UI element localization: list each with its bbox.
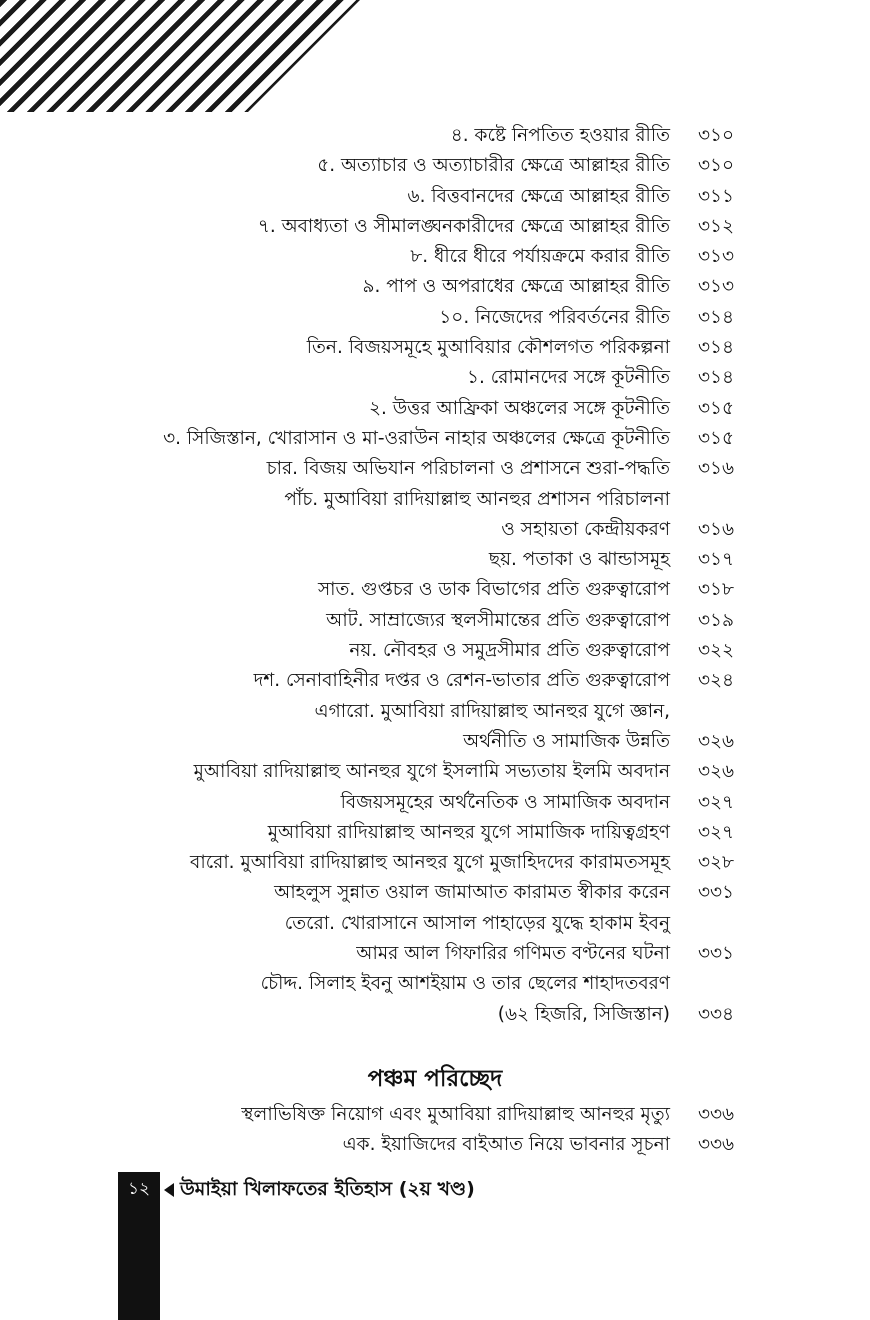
toc-entry-page: ৩১৪	[698, 306, 735, 328]
toc-entry-title: ৫. অত্যাচার ও অত্যাচারীর ক্ষেত্রে আল্লাহর রীতি	[317, 155, 670, 177]
table-of-contents-chapter-5	[0, 1100, 870, 1161]
toc-entry-page: ৩১৫	[698, 397, 735, 419]
toc-entry-page: ৩২৭	[698, 821, 735, 843]
toc-entry-page: ৩১৬	[698, 518, 735, 540]
toc-entry-page: ৩১৮	[698, 579, 735, 601]
toc-entry	[0, 1000, 870, 1030]
toc-entry-title: বিজয়সমূহের অর্থনৈতিক ও সামাজিক অবদান	[340, 791, 670, 813]
toc-entry-page: ৩১৫	[698, 427, 735, 449]
toc-entry-page: ৩১৯	[698, 609, 735, 631]
toc-entry	[0, 818, 870, 848]
toc-entry	[0, 454, 870, 484]
toc-entry	[0, 636, 870, 666]
toc-entry-title: এগারো. মুআবিয়া রাদিয়াল্লাহু আনহুর যুগে জ্ঞান,	[314, 700, 670, 722]
toc-entry-page: ৩২৬	[698, 730, 735, 752]
toc-entry-page: ৩১০	[698, 155, 735, 177]
toc-entry	[0, 697, 870, 727]
toc-entry	[0, 666, 870, 696]
toc-entry	[0, 394, 870, 424]
table-of-contents	[0, 121, 870, 1030]
toc-entry-title: ২. উত্তর আফ্রিকা অঞ্চলের সঙ্গে কূটনীতি	[368, 397, 670, 419]
toc-entry	[0, 848, 870, 878]
toc-entry-title: স্থলাভিষিক্ত নিয়োগ এবং মুআবিয়া রাদিয়াল্লাহু আনহুর মৃত্যু	[241, 1104, 670, 1125]
toc-entry-title: দশ. সেনাবাহিনীর দপ্তর ও রেশন-ভাতার প্রতি গুরুত্বারোপ	[253, 670, 670, 692]
toc-entry-title: ৬. বিত্তবানদের ক্ষেত্রে আল্লাহর রীতি	[407, 185, 670, 207]
toc-entry	[0, 151, 870, 181]
toc-entry-title: আমর আল গিফারির গণিমত বণ্টনের ঘটনা	[356, 943, 670, 965]
toc-entry-page: ৩১৩	[698, 276, 735, 298]
decorative-hatch-pattern	[0, 0, 360, 112]
toc-entry-page: ৩১১	[698, 185, 735, 207]
toc-entry-title: সাত. গুপ্তচর ও ডাক বিভাগের প্রতি গুরুত্বারোপ	[317, 579, 670, 601]
book-title: উমাইয়া খিলাফতের ইতিহাস (২য় খণ্ড)	[180, 1178, 475, 1200]
toc-entry-title: তেরো. খোরাসানে আসাল পাহাড়ের যুদ্ধে হাকাম ইবনু	[284, 912, 670, 934]
chapter-heading: পঞ্চম পরিচ্ছেদ	[367, 1066, 503, 1092]
toc-entry-page: ৩৩৬	[698, 1104, 735, 1125]
toc-entry-title: এক. ইয়াজিদের বাইআত নিয়ে ভাবনার সূচনা	[342, 1134, 670, 1156]
toc-entry	[0, 121, 870, 151]
toc-entry	[0, 788, 870, 818]
toc-entry-title: ৮. ধীরে ধীরে পর্যায়ক্রমে করার রীতি	[410, 246, 670, 268]
toc-entry	[0, 545, 870, 575]
toc-entry-title: মুআবিয়া রাদিয়াল্লাহু আনহুর যুগে সামাজিক দায়িত্বগ্রহণ	[267, 821, 670, 843]
toc-entry	[0, 606, 870, 636]
toc-entry	[0, 1100, 870, 1130]
toc-entry-title: তিন. বিজয়সমূহে মুআবিয়ার কৌশলগত পরিকল্পনা	[306, 337, 670, 359]
toc-entry-page: ৩২৭	[698, 791, 735, 813]
toc-entry-title: মুআবিয়া রাদিয়াল্লাহু আনহুর যুগে ইসলামি সভ্যতায় ইলমি অবদান	[193, 761, 670, 783]
toc-entry-page: ৩৩৪	[698, 1003, 735, 1025]
toc-entry-page: ৩২৪	[698, 670, 735, 692]
toc-entry-page: ৩১৪	[698, 367, 735, 389]
toc-entry	[0, 242, 870, 272]
toc-entry	[0, 878, 870, 908]
toc-entry	[0, 575, 870, 605]
toc-entry	[0, 727, 870, 757]
toc-entry-title: আট. সাম্রাজ্যের স্থলসীমান্তের প্রতি গুরুত্বারোপ	[326, 609, 670, 631]
toc-entry-page: ৩১৬	[698, 458, 735, 480]
toc-entry-page: ৩৩১	[698, 882, 735, 904]
toc-entry-title: চৌদ্দ. সিলাহ ইবনু আশইয়াম ও তার ছেলের শাহাদতবরণ	[260, 973, 670, 995]
toc-entry-title: ছয়. পতাকা ও ঝান্ডাসমূহ	[488, 549, 670, 571]
toc-entry-page: ৩১৩	[698, 246, 735, 268]
toc-entry-page: ৩১০	[698, 125, 735, 146]
toc-entry	[0, 515, 870, 545]
toc-entry-title: ও সহায়তা কেন্দ্রীয়করণ	[501, 518, 670, 540]
toc-entry-page: ৩২৮	[698, 852, 735, 874]
toc-entry-title: আহলুস সুন্নাত ওয়াল জামাআত কারামত স্বীকার করেন	[274, 882, 670, 904]
triangle-left-icon	[164, 1183, 174, 1197]
toc-entry-page: ৩২৬	[698, 761, 735, 783]
toc-entry-title: ১০. নিজেদের পরিবর্তনের রীতি	[439, 306, 670, 328]
toc-entry-page: ৩১৭	[698, 549, 735, 571]
toc-entry	[0, 424, 870, 454]
toc-entry	[0, 939, 870, 969]
toc-entry-title: ১. রোমানদের সঙ্গে কূটনীতি	[466, 367, 670, 389]
toc-entry-page: ৩২২	[698, 640, 735, 662]
toc-entry	[0, 182, 870, 212]
toc-entry	[0, 363, 870, 393]
toc-entry-title: চার. বিজয় অভিযান পরিচালনা ও প্রশাসনে শুরা-পদ্ধতি	[266, 458, 670, 480]
toc-entry-title: ৪. কষ্টে নিপতিত হওয়ার রীতি	[450, 125, 670, 146]
toc-entry-title: ৩. সিজিস্তান, খোরাসান ও মা-ওরাউন নাহার অঞ্চলের ক্ষেত্রে কূটনীতি	[163, 427, 670, 449]
toc-entry-title: ৭. অবাধ্যতা ও সীমালঙ্ঘনকারীদের ক্ষেত্রে আল্লাহর রীতি	[257, 215, 670, 237]
toc-entry	[0, 212, 870, 242]
toc-entry	[0, 1130, 870, 1160]
toc-entry	[0, 303, 870, 333]
toc-entry-page: ৩৩৬	[698, 1134, 735, 1156]
toc-entry-page: ৩১২	[698, 215, 735, 237]
toc-entry-title: নয়. নৌবহর ও সমুদ্রসীমার প্রতি গুরুত্বারোপ	[349, 640, 670, 662]
toc-entry-title: পাঁচ. মুআবিয়া রাদিয়াল্লাহু আনহুর প্রশাসন পরিচালনা	[284, 488, 670, 510]
toc-entry-title: ৯. পাপ ও অপরাধের ক্ষেত্রে আল্লাহর রীতি	[362, 276, 670, 298]
toc-entry	[0, 909, 870, 939]
toc-entry	[0, 333, 870, 363]
page-number: ১২	[127, 1179, 151, 1199]
toc-entry	[0, 969, 870, 999]
toc-entry-page: ৩৩১	[698, 943, 735, 965]
toc-entry	[0, 757, 870, 787]
toc-entry-page: ৩১৪	[698, 337, 735, 359]
toc-entry-title: বারো. মুআবিয়া রাদিয়াল্লাহু আনহুর যুগে মুজাহিদদের কারামতসমূহ	[190, 852, 670, 874]
toc-entry-title: (৬২ হিজরি, সিজিস্তান)	[497, 1003, 670, 1025]
toc-entry	[0, 485, 870, 515]
toc-entry-title: অর্থনীতি ও সামাজিক উন্নতি	[463, 730, 670, 752]
toc-entry	[0, 272, 870, 302]
